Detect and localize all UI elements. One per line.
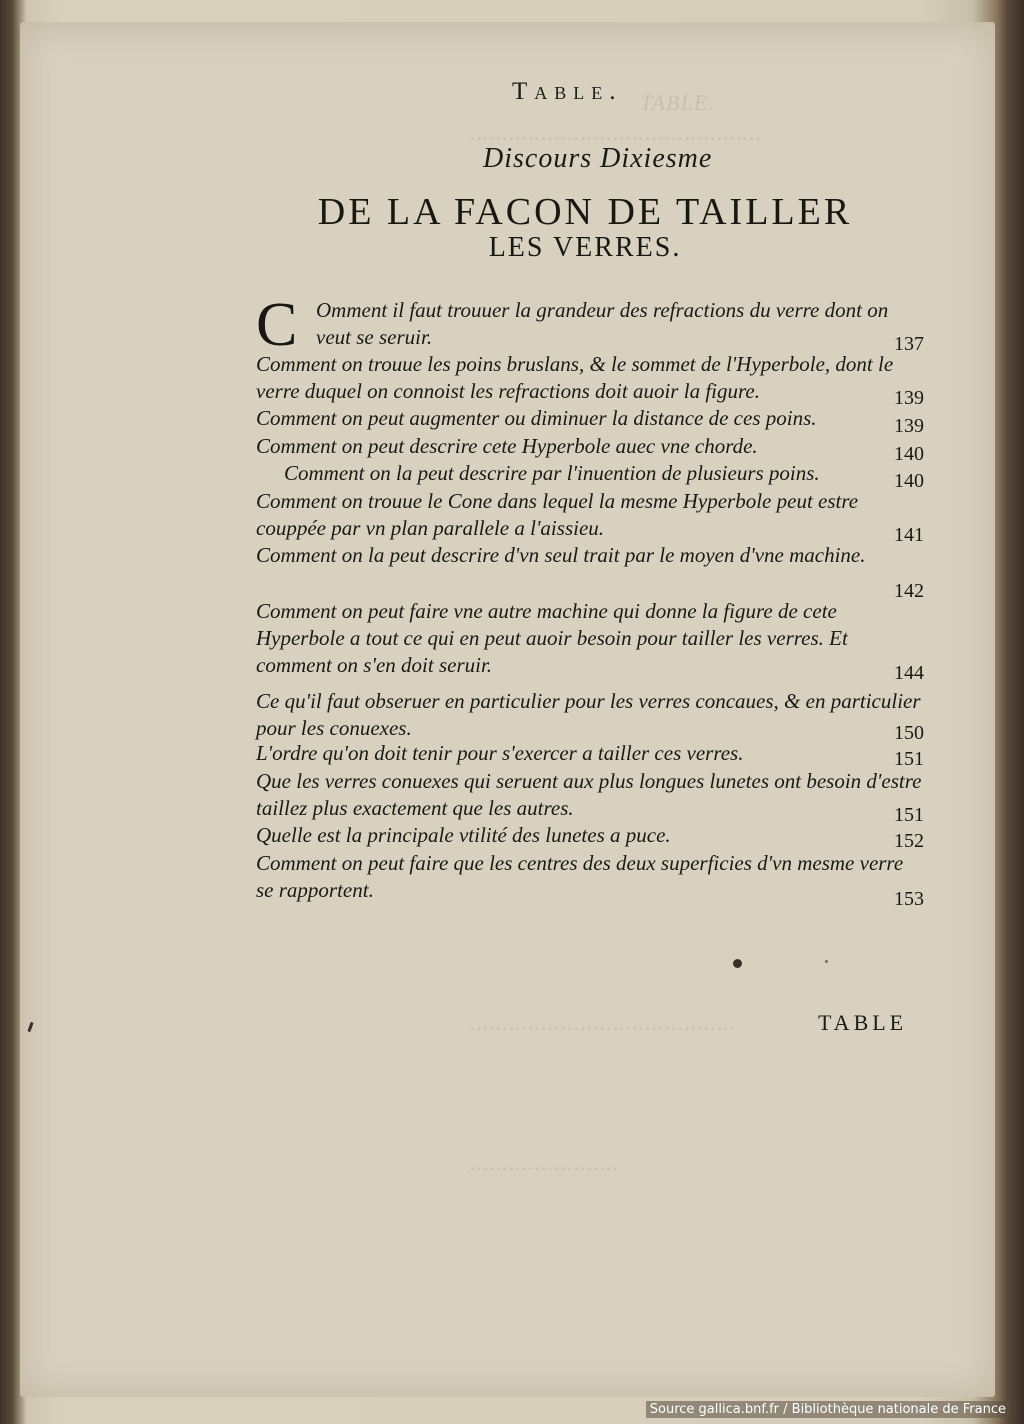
toc-entry-page: 141: [894, 524, 924, 546]
toc-entry-page: 139: [894, 387, 924, 409]
toc-entry-text: Comment on peut faire que les centres des deux superficies d'vn mesme verre se rapportent.: [256, 851, 904, 902]
ink-spot: [733, 959, 742, 968]
toc-entry: [256, 822, 924, 852]
toc-entry: [256, 768, 924, 826]
toc-entry: [256, 542, 924, 602]
toc-entry: [256, 488, 924, 546]
toc-entry-page: 139: [894, 415, 924, 437]
toc-entry-page: 140: [894, 470, 924, 492]
catchword: TABLE: [818, 1010, 908, 1035]
toc-entry-text: Omment il faut trouuer la grandeur des refractions du verre dont on veut se seruir.: [316, 298, 889, 349]
toc-entry-page: 144: [894, 662, 924, 684]
toc-entry: [256, 297, 924, 355]
toc-entry: [256, 740, 924, 770]
toc-entry-page: 150: [894, 722, 924, 744]
ink-spot: [825, 960, 828, 963]
toc-entry: [256, 405, 924, 437]
section-title-line2: LES VERRES.: [488, 232, 682, 263]
drop-cap: C: [256, 291, 298, 359]
toc-entry-text: Comment on la peut descrire d'vn seul trait par le moyen d'vne machine.: [256, 543, 866, 567]
show-through: .............................................: [470, 120, 763, 145]
toc-entry-page: 151: [894, 804, 924, 826]
toc-entry-text: Quelle est la principale vtilité des lunetes a puce.: [256, 823, 671, 847]
toc-entry-text: Comment on peut faire vne autre machine qui donne la figure de cete Hyperbole a tout ce qui en peut auoir besoin pour tailler les verres. Et comment on s'en doit seruir.: [256, 599, 848, 677]
toc-entry: [256, 433, 924, 465]
toc-entry-page: 140: [894, 443, 924, 465]
section-subtitle: Discours Dixiesme: [483, 143, 713, 174]
toc-entry-page: 152: [894, 830, 924, 852]
toc-entry-text: Comment on trouue les poins bruslans, & le sommet de l'Hyperbole, dont le verre duquel on connoist les refractions doit auoir la figure.: [256, 352, 894, 403]
section-title: DE LA FACON DE TAILLER: [317, 191, 853, 233]
toc-entry-text: Comment on la peut descrire par l'inuention de plusieurs poins.: [284, 461, 820, 485]
toc-entry: [256, 460, 924, 492]
toc-entry-text: Comment on trouue le Cone dans lequel la mesme Hyperbole peut estre couppée par vn plan parallele a l'aissieu.: [256, 489, 859, 540]
show-through: .......................: [470, 1150, 620, 1175]
toc-entry-page: 151: [894, 748, 924, 770]
toc-entry-text: Ce qu'il faut obseruer en particulier pour les verres concaues, & en particulier pour les conuexes.: [256, 689, 921, 740]
source-credit: Source gallica.bnf.fr / Bibliothèque nationale de France: [646, 1401, 1010, 1418]
toc-entry: [256, 850, 924, 910]
running-head: Table.: [512, 78, 623, 105]
toc-entry-text: L'ordre qu'on doit tenir pour s'exercer a tailler ces verres.: [256, 741, 744, 765]
toc-entry: [256, 688, 924, 742]
toc-entry-text: Comment on peut augmenter ou diminuer la distance de ces poins.: [256, 406, 817, 430]
toc-entry-text: Que les verres conuexes qui seruent aux plus longues lunetes ont besoin d'estre taillez plus exactement que les autres.: [256, 769, 922, 820]
show-through: TABLE.: [640, 90, 715, 115]
toc-entry-page: 137: [894, 333, 924, 355]
toc-entry: [256, 598, 924, 684]
toc-entry-page: 142: [894, 580, 924, 602]
toc-entry-text: Comment on peut descrire cete Hyperbole auec vne chorde.: [256, 434, 758, 458]
toc-entry: [256, 351, 924, 409]
show-through: .........................................: [470, 1010, 737, 1035]
toc-entry-page: 153: [894, 888, 924, 910]
